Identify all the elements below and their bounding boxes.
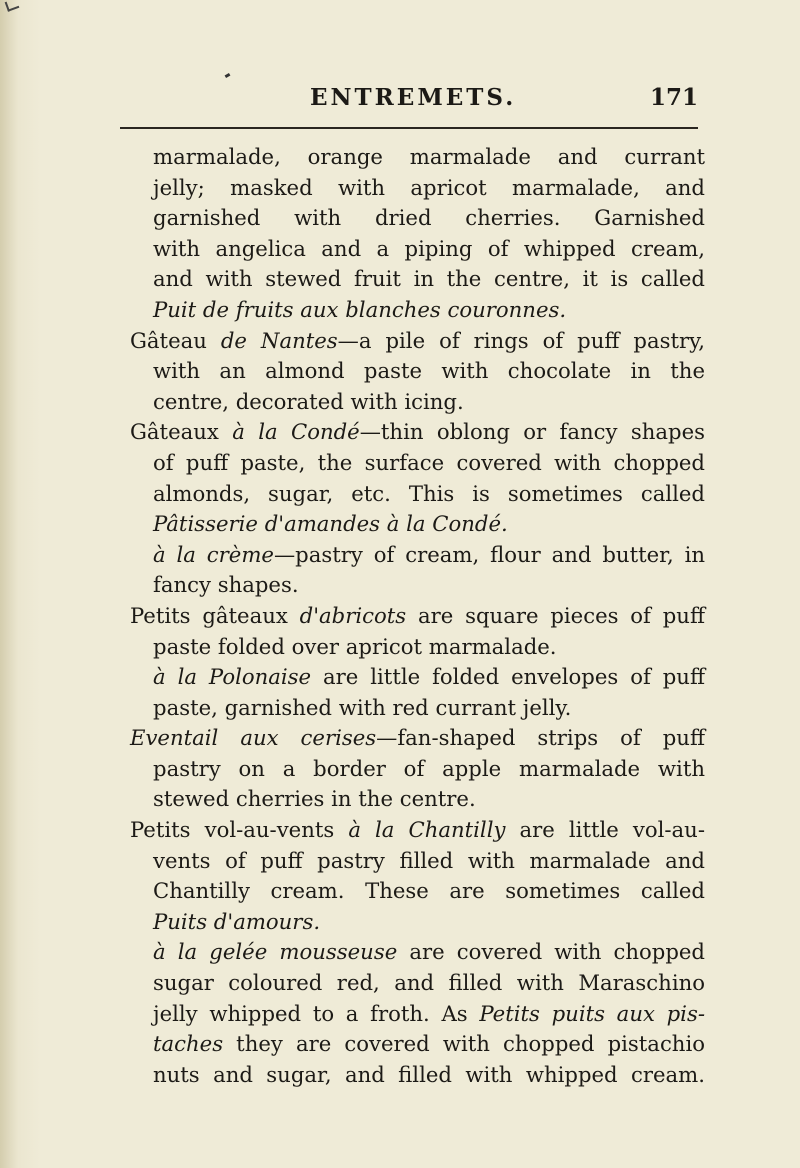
text-line [130,693,705,724]
italic-text: à la crème [153,541,274,567]
text-line [130,540,705,571]
italic-text: à la Condé [232,419,360,445]
text-span: are little vol-au- [505,817,705,843]
text-span: are square pieces of puff [406,602,705,628]
italic-text: taches [153,1031,224,1057]
italic-text: à la Polonaise [153,664,312,690]
text-span: with an almond paste with chocolate in the [153,358,705,384]
text-span: —fan-shaped strips of puff [376,725,705,751]
page-header [120,84,700,118]
text-line [130,723,705,754]
text-span: Petits gâteaux [130,602,300,628]
text-line [130,601,705,632]
text-span: Petits vol-au-vents [130,817,349,843]
text-line [130,326,705,357]
text-span: centre, decorated with icing. [153,388,464,414]
text-span: —thin oblong or fancy shapes [359,419,705,445]
text-span: of puff paste, the surface covered with chopped [153,449,705,475]
text-line [130,1029,705,1060]
text-line [130,662,705,693]
italic-text: d'abricots [299,602,407,628]
text-line [130,295,705,326]
italic-text: de Nantes [220,327,338,353]
italic-text: Eventail aux cerises [130,725,377,751]
text-span: —a pile of rings of puff pastry, [337,327,705,353]
text-line [130,754,705,785]
text-line [130,509,705,540]
italic-text: Petits puits aux pis- [479,1000,705,1026]
italic-text: à la Chantilly [348,817,506,843]
text-line [130,387,705,418]
page-number: 171 [649,84,698,111]
text-span: paste folded over apricot marmalade. [153,633,557,659]
text-span: are little folded envelopes of puff [311,664,705,690]
text-span: —pastry of cream, flour and butter, in [273,541,705,567]
text-span: Gâteaux [130,419,233,445]
text-line [130,234,705,265]
text-span: Chantilly cream. These are sometimes called [153,878,705,904]
text-line [130,142,705,173]
ink-spot [225,73,231,78]
text-line [130,570,705,601]
text-span: jelly whipped to a froth. As [153,1000,480,1026]
body-text [130,142,705,1090]
text-line [130,203,705,234]
text-line [130,999,705,1030]
text-line [130,815,705,846]
text-line [130,937,705,968]
text-span: jelly; masked with apricot marmalade, and [153,174,705,200]
text-line [130,968,705,999]
text-line [130,417,705,448]
text-line [130,479,705,510]
italic-text: Pâtisserie d'amandes à la Condé. [153,511,508,537]
italic-text: Puit de fruits aux blanches couronnes. [153,296,567,322]
text-line [130,356,705,387]
text-line [130,846,705,877]
text-span: and with stewed fruit in the centre, it is called [153,266,705,292]
text-span: with angelica and a piping of whipped cream, [153,235,705,261]
text-line [130,448,705,479]
text-span: are covered with chopped [397,939,705,965]
text-line [130,784,705,815]
text-span: marmalade, orange marmalade and currant [153,144,705,169]
running-title: ENTREMETS. [310,84,517,111]
text-span: stewed cherries in the centre. [153,786,476,812]
text-span: nuts and sugar, and filled with whipped cream. [153,1061,705,1087]
margin-mark [5,0,20,12]
text-line [130,876,705,907]
italic-text: Puits d'amours. [153,908,321,934]
text-span: they are covered with chopped pistachio [223,1031,705,1057]
text-span: pastry on a border of apple marmalade with [153,755,705,781]
text-span: garnished with dried cherries. Garnished [153,205,705,231]
text-line [130,1060,705,1091]
text-span: fancy shapes. [153,572,299,598]
text-span: vents of puff pastry filled with marmalade and [153,847,705,873]
text-span: sugar coloured red, and filled with Maraschino [153,970,705,996]
text-line [130,632,705,663]
text-line [130,264,705,295]
italic-text: à la gelée mousseuse [153,939,398,965]
text-span: almonds, sugar, etc. This is sometimes called [153,480,705,506]
text-line [130,173,705,204]
text-span: paste, garnished with red currant jelly. [153,694,572,720]
text-span: Gâteau [130,327,221,353]
header-rule [120,127,698,129]
text-line [130,907,705,938]
